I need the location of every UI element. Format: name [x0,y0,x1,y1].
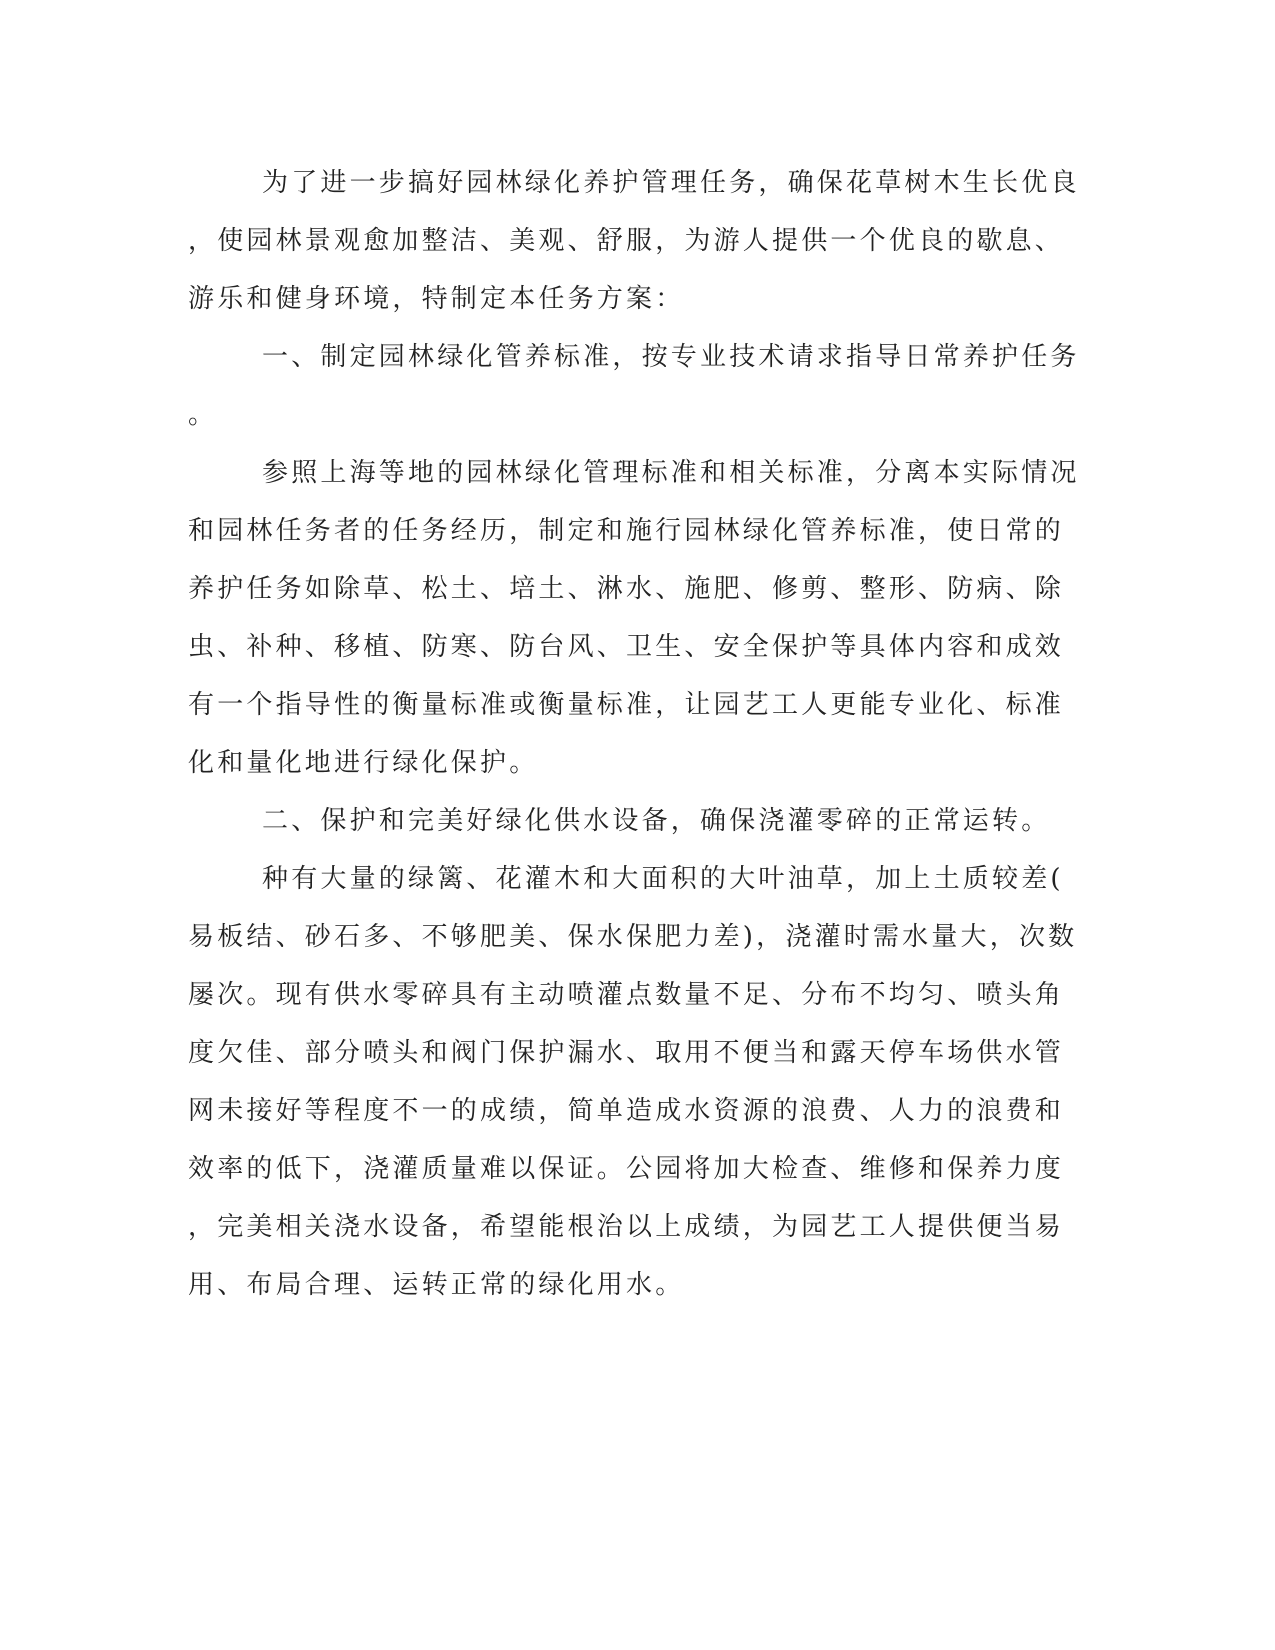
section-one-body-line-3: 养护任务如除草、松土、培土、淋水、施肥、修剪、整形、防病、除 [188,574,1065,604]
section-two-heading: 二、保护和完美好绿化供水设备，确保浇灌零碎的正常运转。 [262,806,1051,836]
section-two-body-line-2: 易板结、砂石多、不够肥美、保水保肥力差)，浇灌时需水量大，次数 [188,922,1078,952]
section-two-body-line-7: ，完美相关浇水设备，希望能根治以上成绩，为园艺工人提供便当易 [188,1212,1065,1242]
section-one-body-line-5: 有一个指导性的衡量标准或衡量标准，让园艺工人更能专业化、标准 [188,690,1065,720]
section-two-body-line-8: 用、布局合理、运转正常的绿化用水。 [188,1270,685,1300]
section-one-heading-line-2: 。 [188,400,218,430]
paragraph-intro-line-2: ，使园林景观愈加整洁、美观、舒服，为游人提供一个优良的歇息、 [188,226,1065,256]
section-one-body-line-4: 虫、补种、移植、防寒、防台风、卫生、安全保护等具体内容和成效 [188,632,1065,662]
section-two-body-line-4: 度欠佳、部分喷头和阀门保护漏水、取用不便当和露天停车场供水管 [188,1038,1065,1068]
section-two-body-line-5: 网未接好等程度不一的成绩，简单造成水资源的浪费、人力的浪费和 [188,1096,1065,1126]
paragraph-intro-line-3: 游乐和健身环境，特制定本任务方案： [188,284,685,314]
paragraph-intro-line-1: 为了进一步搞好园林绿化养护管理任务，确保花草树木生长优良 [262,168,1080,198]
section-two-body-line-3: 屡次。现有供水零碎具有主动喷灌点数量不足、分布不均匀、喷头角 [188,980,1065,1010]
section-one-body-line-6: 化和量化地进行绿化保护。 [188,748,539,778]
section-one-body-line-1: 参照上海等地的园林绿化管理标准和相关标准，分离本实际情况 [262,458,1080,488]
section-one-body-line-2: 和园林任务者的任务经历，制定和施行园林绿化管养标准，使日常的 [188,516,1065,546]
section-two-body-line-6: 效率的低下，浇灌质量难以保证。公园将加大检查、维修和保养力度 [188,1154,1065,1184]
section-one-heading-line-1: 一、制定园林绿化管养标准，按专业技术请求指导日常养护任务 [262,342,1080,372]
section-two-body-line-1: 种有大量的绿篱、花灌木和大面积的大叶油草，加上土质较差( [262,864,1064,894]
